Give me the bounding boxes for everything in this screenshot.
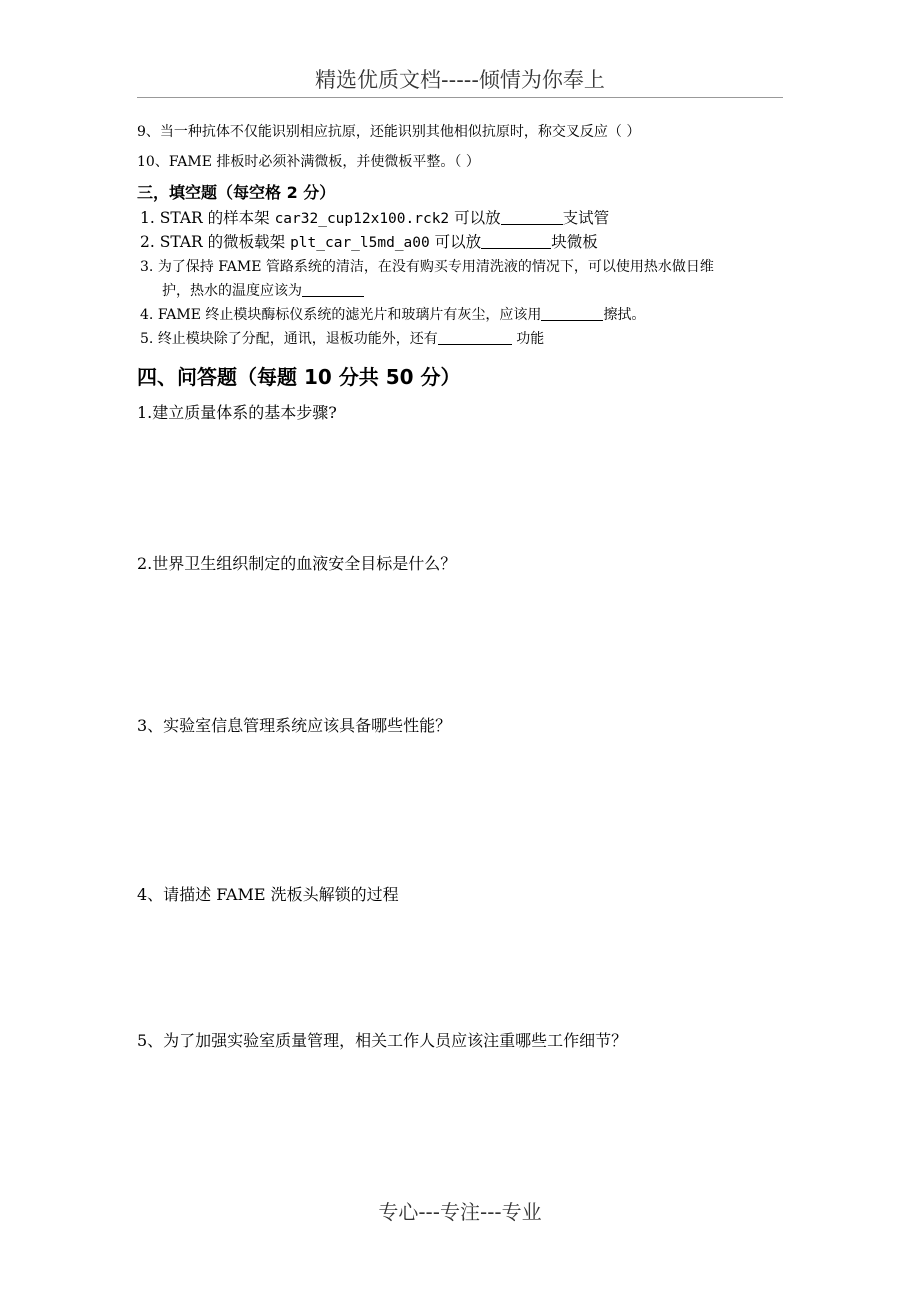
answer-blank[interactable]: [438, 330, 512, 345]
item-number: 2.: [140, 233, 155, 251]
fill-blank-item-1: [140, 206, 609, 228]
item-number: 3.: [140, 259, 154, 275]
item-number: 5.: [140, 331, 154, 347]
item-text: 终止模块除了分配，通讯，退板功能外，还有: [157, 331, 438, 347]
header-divider: [137, 97, 783, 98]
answer-blank[interactable]: [481, 233, 551, 250]
page-footer: 专心---专注---专业: [378, 1200, 542, 1224]
item-text: 擦拭。: [603, 307, 646, 323]
item-text: STAR 的微板载架: [159, 233, 291, 251]
rack-code: car32_cup12x100.rck2: [274, 211, 450, 227]
question-5: 5、为了加强实验室质量管理，相关工作人员应该注重哪些工作细节？: [137, 1031, 628, 1050]
fill-blank-item-3-continued: [162, 280, 364, 300]
fill-blank-item-2: [140, 230, 598, 252]
question-4: 4、请描述 FAME 洗板头解锁的过程: [137, 885, 399, 904]
section-3-title: 三，填空题（每空格 2 分）: [137, 183, 336, 202]
item-text: 护，热水的温度应该为: [162, 283, 302, 299]
item-text: 可以放: [449, 209, 501, 227]
item-number: 1.: [140, 209, 155, 227]
fill-blank-item-5: [140, 328, 544, 348]
answer-blank[interactable]: [302, 282, 364, 297]
item-text: 可以放: [429, 233, 482, 251]
carrier-code: plt_car_l5md_a00: [290, 235, 430, 251]
fill-blank-item-4: [140, 304, 645, 324]
question-3: 3、实验室信息管理系统应该具备哪些性能？: [137, 716, 452, 735]
item-text: 块微板: [551, 233, 598, 251]
answer-blank[interactable]: [541, 306, 603, 321]
question-2: 2.世界卫生组织制定的血液安全目标是什么？: [137, 554, 457, 573]
item-text: FAME 终止模块酶标仪系统的滤光片和玻璃片有灰尘，应该用: [157, 307, 542, 323]
fill-blank-item-3: [140, 256, 714, 276]
item-number: 4.: [140, 307, 154, 323]
question-1: 1.建立质量体系的基本步骤?: [137, 403, 337, 422]
answer-blank[interactable]: [501, 209, 563, 226]
page-header-title: 精选优质文档-----倾情为你奉上: [315, 68, 605, 92]
item-text: 功能: [511, 331, 545, 347]
item-text: 为了保持 FAME 管路系统的清洁，在没有购买专用清洗液的情况下，可以使用热水做日维: [157, 259, 714, 275]
item-text: 支试管: [562, 209, 610, 227]
item-text: STAR 的样本架: [159, 209, 275, 227]
section-4-title: 四、问答题（每题 10 分共 50 分）: [137, 365, 461, 389]
true-false-item-9: 9、当一种抗体不仅能识别相应抗原，还能识别其他相似抗原时，称交叉反应（ ）: [137, 124, 641, 140]
true-false-item-10: 10、FAME 排板时必须补满微板，并使微板平整。（ ）: [137, 154, 480, 170]
